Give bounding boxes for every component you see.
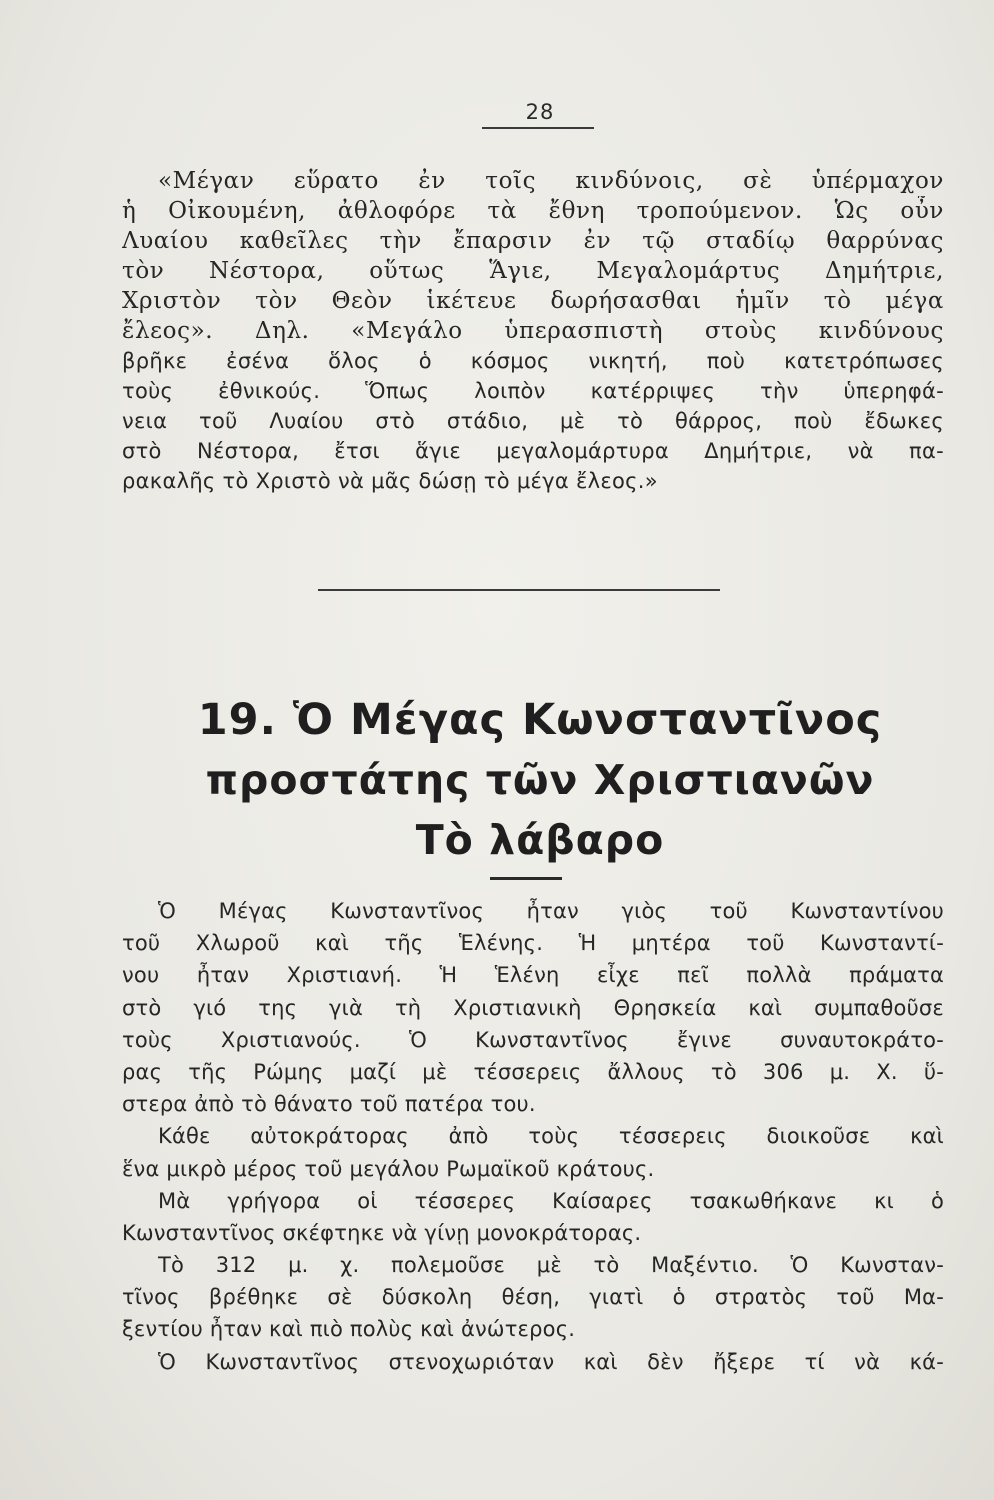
quote-line: «Μέγαν εὕρατο ἐν τοῖς κινδύνοις, σὲ ὑπέρμαχον [158,168,944,194]
quote-line: Χριστὸν τὸν Θεὸν ἱκέτευε δωρήσασθαι ἡμῖν τὸ μέγα [122,288,944,314]
hymn-quote [122,166,944,346]
translation-line: νεια τοῦ Λυαίου στὸ στάδιο, μὲ τὸ θάρρος, ποὺ ἔδωκες [122,409,944,433]
chapter-body [122,895,944,1378]
body-line: ρας τῆς Ρώμης μαζί μὲ τέσσερεις ἄλλους τὸ 306 μ. Χ. ὕ- [122,1059,944,1084]
translation-line: τοὺς ἐθνικούς. Ὅπως λοιπὸν κατέρριψες τὴν ὑπερηφά- [122,379,944,403]
translation-line: ρακαλῆς τὸ Χριστὸ νὰ μᾶς δώσῃ τὸ μέγα ἔλεος.» [122,469,658,493]
quote-end: ἔλεος». [122,318,214,344]
quote-line: Λυαίου καθεῖλες τὴν ἔπαρσιν ἐν τῷ σταδίῳ θαρρύνας [122,228,944,254]
body-line: Κωνσταντῖνος σκέφτηκε νὰ γίνῃ μονοκράτορας. [122,1220,642,1245]
page-number-rule [482,127,594,129]
chapter-subtitle-2: Τὸ λάβαρο [415,816,665,864]
body-line: Ὁ Μέγας Κωνσταντῖνος ἦταν γιὸς τοῦ Κωνσταντίνου [158,899,944,923]
translation-line: στὸ Νέστορα, ἔτσι ἅγιε μεγαλομάρτυρα Δημήτριε, νὰ πα- [122,439,944,463]
quote-line: τὸν Νέστορα, οὕτως Ἅγιε, Μεγαλομάρτυς Δημήτριε, [122,258,944,284]
body-line: τοὺς Χριστιανούς. Ὁ Κωνσταντῖνος ἔγινε συναυτοκράτο- [122,1027,944,1052]
body-line: Μὰ γρήγορα οἱ τέσσερες Καίσαρες τσακωθήκανε κι ὁ [158,1188,944,1213]
hymn-translation [122,346,944,496]
body-line: τῖνος βρέθηκε σὲ δύσκολη θέση, γιατὶ ὁ στρατὸς τοῦ Μα- [122,1285,944,1310]
chapter-title: 19. Ὁ Μέγας Κωνσταντῖνος [197,695,883,745]
body-line: ξεντίου ἦταν καὶ πιὸ πολὺς καὶ ἀνώτερος. [122,1317,576,1342]
body-line: νου ἦταν Χριστιανή. Ἡ Ἑλένη εἶχε πεῖ πολλὰ πράματα [122,963,944,988]
body-line: στὸ γιό της γιὰ τὴ Χριστιανικὴ Θρησκεία καὶ συμπαθοῦσε [122,995,944,1020]
body-line: Κάθε αὐτοκράτορας ἀπὸ τοὺς τέσσερεις διοικοῦσε καὶ [158,1124,944,1149]
quote-line: ἡ Οἰκουμένη, ἀθλοφόρε τὰ ἔθνη τροπούμενον. Ὡς οὖν [122,198,944,224]
translation-start: Δηλ. «Μεγάλο ὑπερασπιστὴ στοὺς κινδύνους [254,318,944,344]
heading-rule [490,877,562,880]
quote-translation-shared-line [122,316,944,346]
page-number: 28 [525,100,555,124]
body-line: στερα ἀπὸ τὸ θάνατο τοῦ πατέρα του. [122,1092,536,1117]
body-line: ἕνα μικρὸ μέρος τοῦ μεγάλου Ρωμαϊκοῦ κράτους. [122,1156,655,1181]
translation-line: βρῆκε ἐσένα ὅλος ὁ κόσμος νικητή, ποὺ κατετρόπωσες [122,349,944,373]
body-line: Ὁ Κωνσταντῖνος στενοχωριόταν καὶ δὲν ἤξερε τί νὰ κά- [158,1349,944,1374]
chapter-subtitle: προστάτης τῶν Χριστιανῶν [205,756,875,804]
section-divider [318,589,720,591]
body-line: Τὸ 312 μ. χ. πολεμοῦσε μὲ τὸ Μαξέντιο. Ὁ Κωνσταν- [158,1253,944,1278]
body-line: τοῦ Χλωροῦ καὶ τῆς Ἑλένης. Ἡ μητέρα τοῦ Κωνσταντί- [122,931,944,956]
